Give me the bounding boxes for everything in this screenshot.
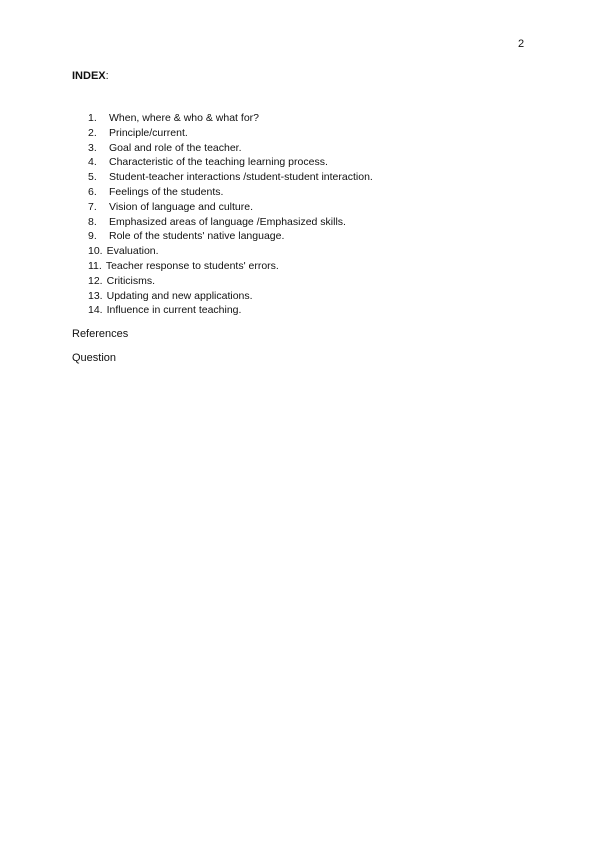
index-item-10 bbox=[88, 244, 373, 259]
index-item-text: Student-teacher interactions /student-student interaction. bbox=[109, 171, 373, 184]
index-item-4 bbox=[88, 155, 373, 170]
index-item-8 bbox=[88, 215, 373, 230]
index-item-text: Principle/current. bbox=[109, 126, 188, 139]
index-item-14 bbox=[88, 303, 373, 318]
index-item-text: Criticisms. bbox=[106, 274, 156, 287]
page-number: 2 bbox=[518, 38, 525, 50]
index-item-text: Vision of language and culture. bbox=[109, 200, 253, 213]
index-item-2 bbox=[88, 126, 373, 141]
index-item-text: Feelings of the students. bbox=[109, 185, 224, 198]
index-item-11 bbox=[88, 259, 373, 274]
index-item-number: 4. bbox=[88, 156, 97, 169]
index-item-number: 10. bbox=[88, 245, 103, 258]
index-item-text: Goal and role of the teacher. bbox=[109, 141, 242, 154]
index-item-number: 7. bbox=[88, 200, 97, 213]
index-item-number: 5. bbox=[88, 171, 97, 184]
index-item-number: 2. bbox=[88, 126, 97, 139]
references-heading: References bbox=[72, 328, 129, 340]
index-item-7 bbox=[88, 200, 373, 215]
index-item-3 bbox=[88, 141, 373, 156]
index-item-number: 8. bbox=[88, 215, 97, 228]
index-item-6 bbox=[88, 185, 373, 200]
index-item-number: 3. bbox=[88, 141, 97, 154]
index-heading-colon: : bbox=[105, 70, 109, 82]
index-item-9 bbox=[88, 229, 373, 244]
index-heading bbox=[72, 70, 109, 82]
index-item-13 bbox=[88, 289, 373, 304]
question-heading: Question bbox=[72, 352, 117, 364]
index-item-text: Role of the students' native language. bbox=[109, 230, 285, 243]
index-item-5 bbox=[88, 170, 373, 185]
index-item-text: Characteristic of the teaching learning process. bbox=[109, 156, 328, 169]
index-item-1 bbox=[88, 111, 373, 126]
index-item-text: Teacher response to students' errors. bbox=[105, 259, 279, 272]
index-item-text: When, where & who & what for? bbox=[109, 112, 259, 124]
index-item-text: Emphasized areas of language /Emphasized skills. bbox=[109, 215, 346, 228]
index-item-text: Updating and new applications. bbox=[106, 289, 253, 302]
index-item-number: 11. bbox=[88, 259, 102, 272]
index-item-12 bbox=[88, 274, 373, 289]
index-heading-title: INDEX bbox=[72, 70, 106, 82]
index-item-number: 14. bbox=[88, 304, 103, 317]
index-list bbox=[88, 111, 373, 318]
index-item-number: 12. bbox=[88, 274, 103, 287]
index-item-number: 6. bbox=[88, 185, 97, 198]
index-item-number: 1. bbox=[88, 112, 97, 124]
index-item-number: 13. bbox=[88, 289, 103, 302]
index-item-number: 9. bbox=[88, 230, 97, 243]
index-item-text: Evaluation. bbox=[106, 245, 159, 258]
index-item-text: Influence in current teaching. bbox=[106, 304, 242, 317]
